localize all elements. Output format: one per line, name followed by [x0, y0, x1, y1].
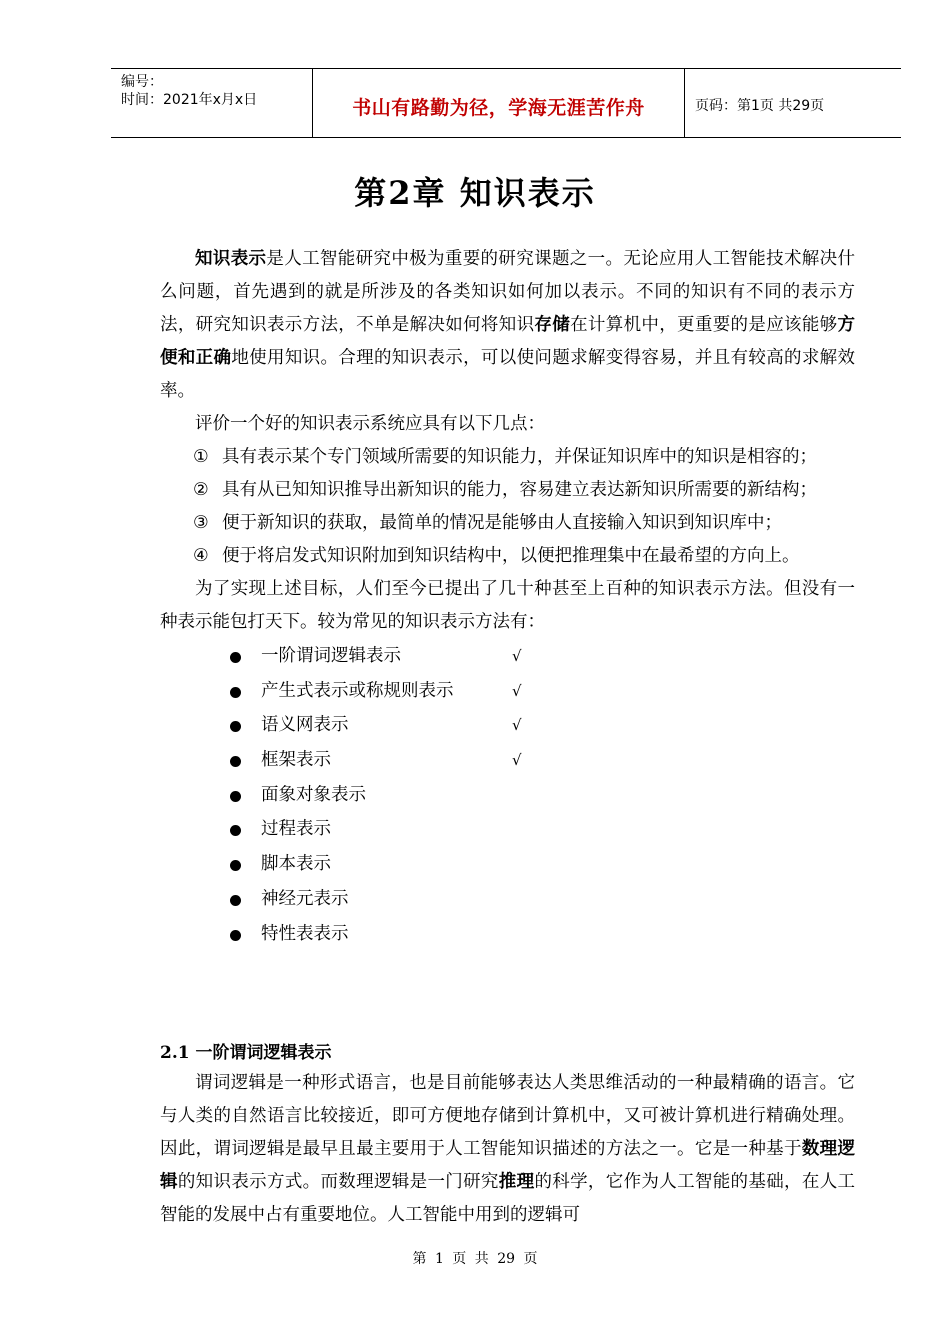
- section-body: [160, 1067, 855, 1232]
- text-run: 在计算机中，更重要的是应该能够: [570, 315, 838, 335]
- method-label: 过程表示: [261, 819, 331, 840]
- bullet-icon: [230, 895, 241, 906]
- item-number: ④: [193, 546, 209, 566]
- method-label: 框架表示: [261, 750, 331, 771]
- header-page-cell: [685, 69, 901, 137]
- text-run: 是人工智能研究中极为重要的研究课题之一。无论应用人工智能技术解决什么问题，首先遇到的就是所涉及的各类知识如何加以表示。不同的知识有不同的表示方法，研究知识表示方法，不单是解决如何将知识: [160, 249, 855, 335]
- checkmark-icon: √: [512, 716, 522, 735]
- method-label: 语义网表示: [261, 715, 349, 736]
- bold-term: 推理: [498, 1172, 535, 1192]
- bullet-icon: [230, 860, 241, 871]
- header-table: [111, 68, 901, 138]
- criteria-item: [160, 507, 855, 540]
- text-run: 谓词逻辑是一种形式语言，也是目前能够表达人类思维活动的一种最精确的语言。它与人类的自然语言比较接近，即可方便地存储到计算机中，又可被计算机进行精确处理。因此，谓词逻辑是最早且最主要用于人工智能知识描述的方法之一。它是一种基于: [160, 1073, 855, 1159]
- criteria-list: [160, 441, 855, 573]
- bold-term: 方便和正确: [160, 315, 856, 368]
- criteria-item: [160, 540, 855, 573]
- list-item: [160, 812, 855, 847]
- item-text: 便于新知识的获取，最简单的情况是能够由人直接输入知识到知识库中；: [222, 513, 782, 533]
- bold-term: 存储: [534, 315, 571, 335]
- method-label: 面象对象表示: [261, 784, 366, 805]
- list-item: [160, 917, 855, 952]
- method-label: 神经元表示: [261, 888, 349, 909]
- section-heading: 2.1 一阶谓词逻辑表示: [160, 1043, 332, 1063]
- item-number: ①: [193, 447, 209, 467]
- item-text: 具有表示某个专门领域所需要的知识能力，并保证知识库中的知识是相容的；: [222, 447, 817, 467]
- list-item: [160, 708, 855, 743]
- chapter-title: 第2章 知识表示: [354, 174, 596, 212]
- header-number-label: 编号：: [121, 74, 163, 90]
- method-label: 产生式表示或称规则表示: [261, 680, 454, 701]
- header-info-cell: [111, 69, 313, 137]
- item-text: 便于将启发式知识附加到知识结构中，以便把推理集中在最希望的方向上。: [222, 546, 800, 566]
- paragraph-criteria-intro: 评价一个好的知识表示系统应具有以下几点：: [195, 414, 545, 434]
- text-run: 的知识表示方式。而数理逻辑是一门研究: [177, 1172, 499, 1192]
- item-number: ②: [193, 480, 209, 500]
- bullet-icon: [230, 930, 241, 941]
- list-item: [160, 847, 855, 882]
- header-slogan-cell: [313, 69, 685, 137]
- list-item: [160, 639, 855, 674]
- method-label: 特性表表示: [261, 923, 349, 944]
- checkmark-icon: √: [512, 647, 522, 665]
- item-text: 具有从已知知识推导出新知识的能力，容易建立表达新知识所需要的新结构；: [222, 480, 817, 500]
- bullet-icon: [230, 652, 241, 663]
- bold-term: 知识表示: [195, 249, 267, 269]
- bullet-icon: [230, 687, 241, 698]
- text-run: 地使用知识。合理的知识表示，可以使问题求解变得容易，并且有较高的求解效率。: [160, 348, 856, 401]
- list-item: [160, 743, 855, 778]
- bold-term: 数理逻辑: [160, 1139, 856, 1192]
- text-run: 的科学，它作为人工智能的基础，在人工智能的发展中占有重要地位。人工智能中用到的逻辑可: [160, 1172, 856, 1225]
- list-item: [160, 674, 855, 709]
- intro-block: [160, 243, 855, 951]
- bullet-icon: [230, 756, 241, 767]
- paragraph-methods-intro: 为了实现上述目标，人们至今已提出了几十种甚至上百种的知识表示方法。但没有一种表示能包打天下。较为常见的知识表示方法有：: [160, 579, 855, 632]
- bullet-icon: [230, 825, 241, 836]
- checkmark-icon: √: [512, 751, 522, 770]
- method-label: 脚本表示: [261, 854, 331, 875]
- page-footer: 第 1 页 共 29 页: [412, 1251, 538, 1267]
- bullet-icon: [230, 721, 241, 732]
- checkmark-icon: √: [512, 681, 522, 700]
- method-label: 一阶谓词逻辑表示: [261, 646, 401, 666]
- list-item: [160, 778, 855, 813]
- bullet-icon: [230, 791, 241, 802]
- item-number: ③: [193, 513, 209, 533]
- list-item: [160, 882, 855, 917]
- methods-list: [160, 639, 855, 951]
- header-page-info: 页码：第1页 共29页: [695, 98, 825, 114]
- header-time-label: 时间：2021年x月x日: [121, 92, 258, 108]
- paragraph-predicate-logic: [160, 1067, 855, 1232]
- paragraph-intro: [160, 243, 855, 408]
- criteria-item: [160, 474, 855, 507]
- criteria-item: [160, 441, 855, 474]
- header-slogan: 书山有路勤为径，学海无涯苦作舟: [352, 97, 645, 119]
